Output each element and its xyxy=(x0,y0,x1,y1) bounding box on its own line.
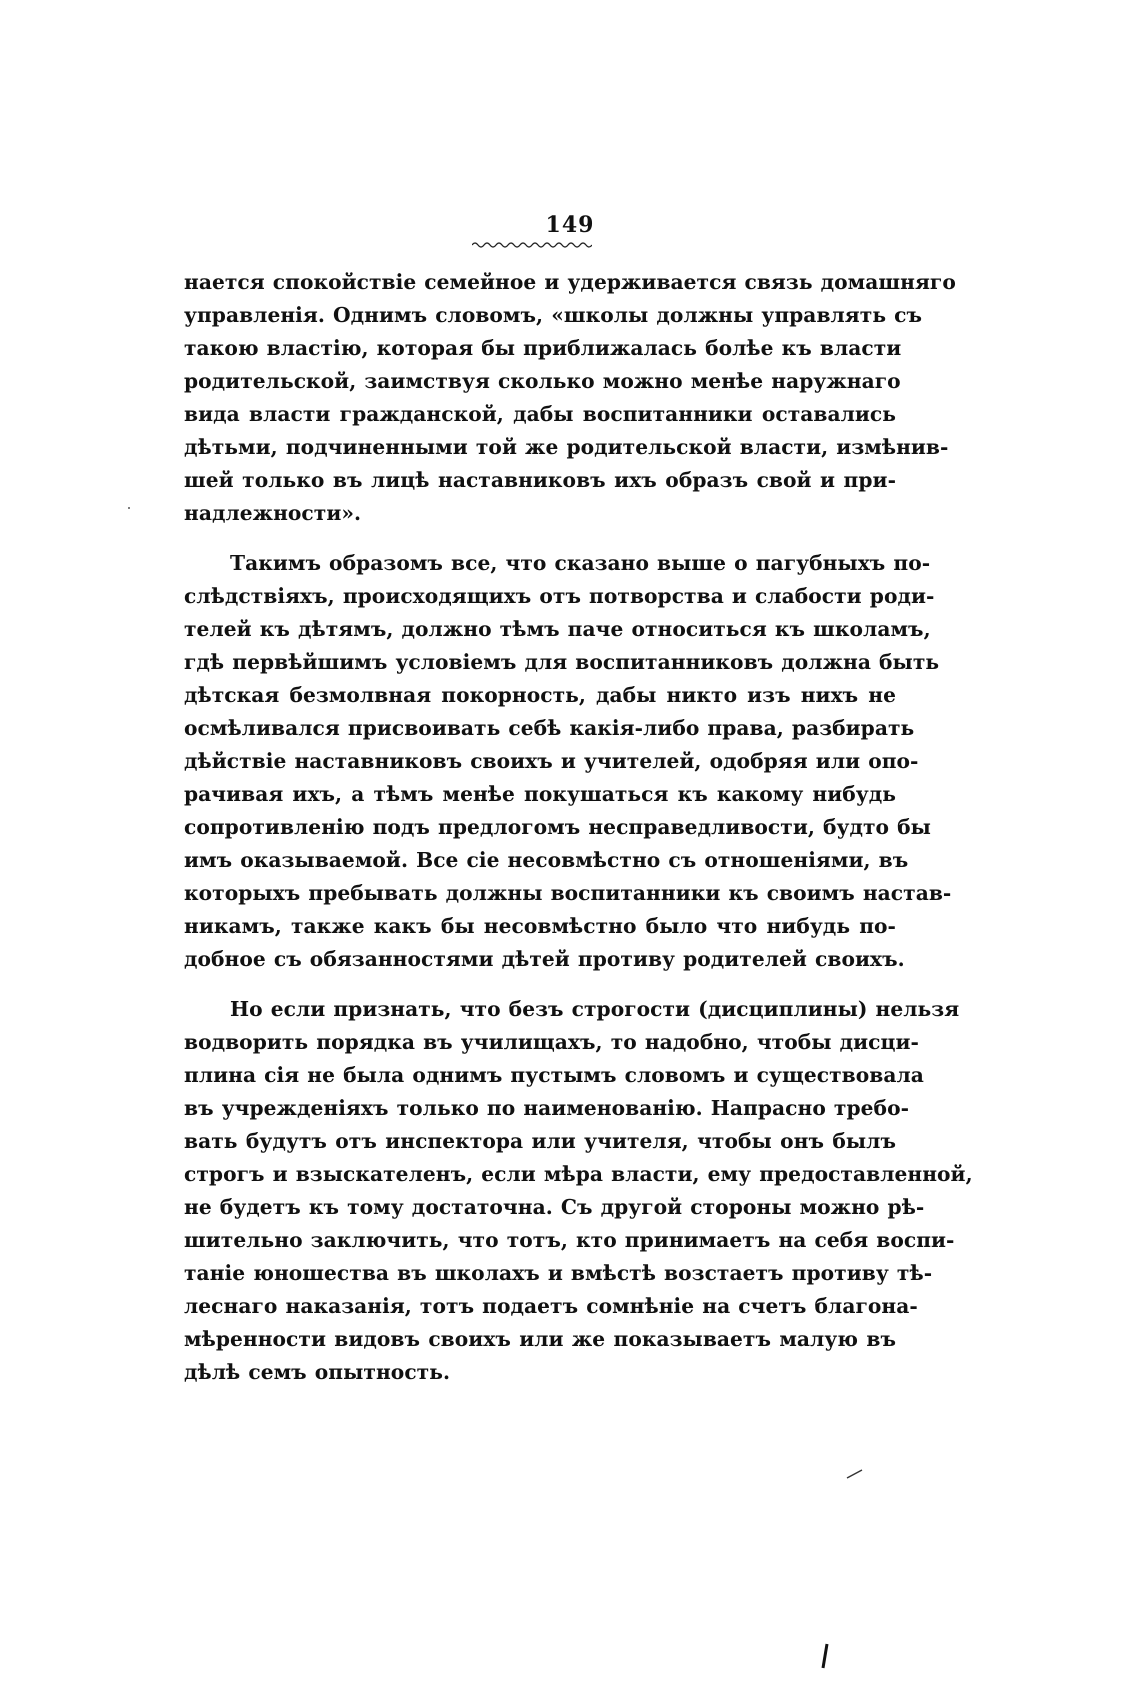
paragraph xyxy=(184,993,973,1389)
paragraph xyxy=(184,266,956,530)
text-line: управленія. Однимъ словомъ, «школы должны управлять съ xyxy=(184,303,923,327)
page-number: 149 xyxy=(545,212,595,238)
text-line: сопротивленію подъ предлогомъ несправедливости, будто бы xyxy=(184,815,931,839)
text-line: никамъ, также какъ бы несовмѣстно было что нибудь по- xyxy=(184,914,896,938)
text-line: дѣтьми, подчиненными той же родительской власти, измѣнив- xyxy=(184,435,949,459)
text-line: осмѣливался присвоивать себѣ какія-либо права, разбирать xyxy=(184,716,915,740)
text-line: Но если признать, что безъ строгости (дисциплины) нельзя xyxy=(230,997,960,1021)
scan-speck xyxy=(126,505,132,511)
scan-mark xyxy=(818,1642,832,1672)
text-line: родительской, заимствуя сколько можно менѣе наружнаго xyxy=(184,369,901,393)
text-line: гдѣ первѣйшимъ условіемъ для воспитанниковъ должна быть xyxy=(184,650,940,674)
text-line: имъ оказываемой. Все сіе несовмѣстно съ отношеніями, въ xyxy=(184,848,909,872)
text-line: таніе юношества въ школахъ и вмѣстѣ возстаетъ противу тѣ- xyxy=(184,1261,933,1285)
text-line: Такимъ образомъ все, что сказано выше о пагубныхъ по- xyxy=(230,551,931,575)
body-text xyxy=(184,266,973,1389)
text-line: вать будутъ отъ инспектора или учителя, чтобы онъ былъ xyxy=(184,1129,896,1153)
text-line: слѣдствіяхъ, происходящихъ отъ потворства и слабости роди- xyxy=(184,584,935,608)
text-line: шей только въ лицѣ наставниковъ ихъ образъ свой и при- xyxy=(184,468,896,492)
text-line: телей къ дѣтямъ, должно тѣмъ паче относиться къ школамъ, xyxy=(184,617,931,641)
text-line: дѣйствіе наставниковъ своихъ и учителей, одобряя или опо- xyxy=(184,749,919,773)
text-line: строгъ и взыскателенъ, если мѣра власти, ему предоставленной, xyxy=(184,1162,973,1186)
text-line: рачивая ихъ, а тѣмъ менѣе покушаться къ какому нибудь xyxy=(184,782,896,806)
text-line: въ учрежденіяхъ только по наименованію. Напрасно требо- xyxy=(184,1096,910,1120)
text-line: дѣтская безмолвная покорность, дабы никто изъ нихъ не xyxy=(184,683,896,707)
text-line: нается спокойствіе семейное и удерживается связь домашняго xyxy=(184,270,956,294)
scan-mark xyxy=(846,1468,864,1480)
text-line: шительно заключить, что тотъ, кто принимаетъ на себя воспи- xyxy=(184,1228,955,1252)
text-line: дѣлѣ семъ опытность. xyxy=(184,1360,451,1384)
text-line: которыхъ пребывать должны воспитанники къ своимъ настав- xyxy=(184,881,952,905)
text-line: вида власти гражданской, дабы воспитанники оставались xyxy=(184,402,896,426)
text-line: не будетъ къ тому достаточна. Съ другой стороны можно рѣ- xyxy=(184,1195,925,1219)
wavy-rule-ornament xyxy=(472,240,592,250)
text-line: водворить порядка въ училищахъ, то надобно, чтобы дисци- xyxy=(184,1030,919,1054)
text-line: плина сія не была однимъ пустымъ словомъ и существовала xyxy=(184,1063,924,1087)
text-line: надлежности». xyxy=(184,501,362,525)
text-line: добное съ обязанностями дѣтей противу родителей своихъ. xyxy=(184,947,905,971)
text-line: такою властію, которая бы приближалась болѣе къ власти xyxy=(184,336,902,360)
text-line: мѣренности видовъ своихъ или же показываетъ малую въ xyxy=(184,1327,896,1351)
paragraph xyxy=(184,547,952,976)
text-line: леснаго наказанія, тотъ подаетъ сомнѣніе на счетъ благона- xyxy=(184,1294,918,1318)
